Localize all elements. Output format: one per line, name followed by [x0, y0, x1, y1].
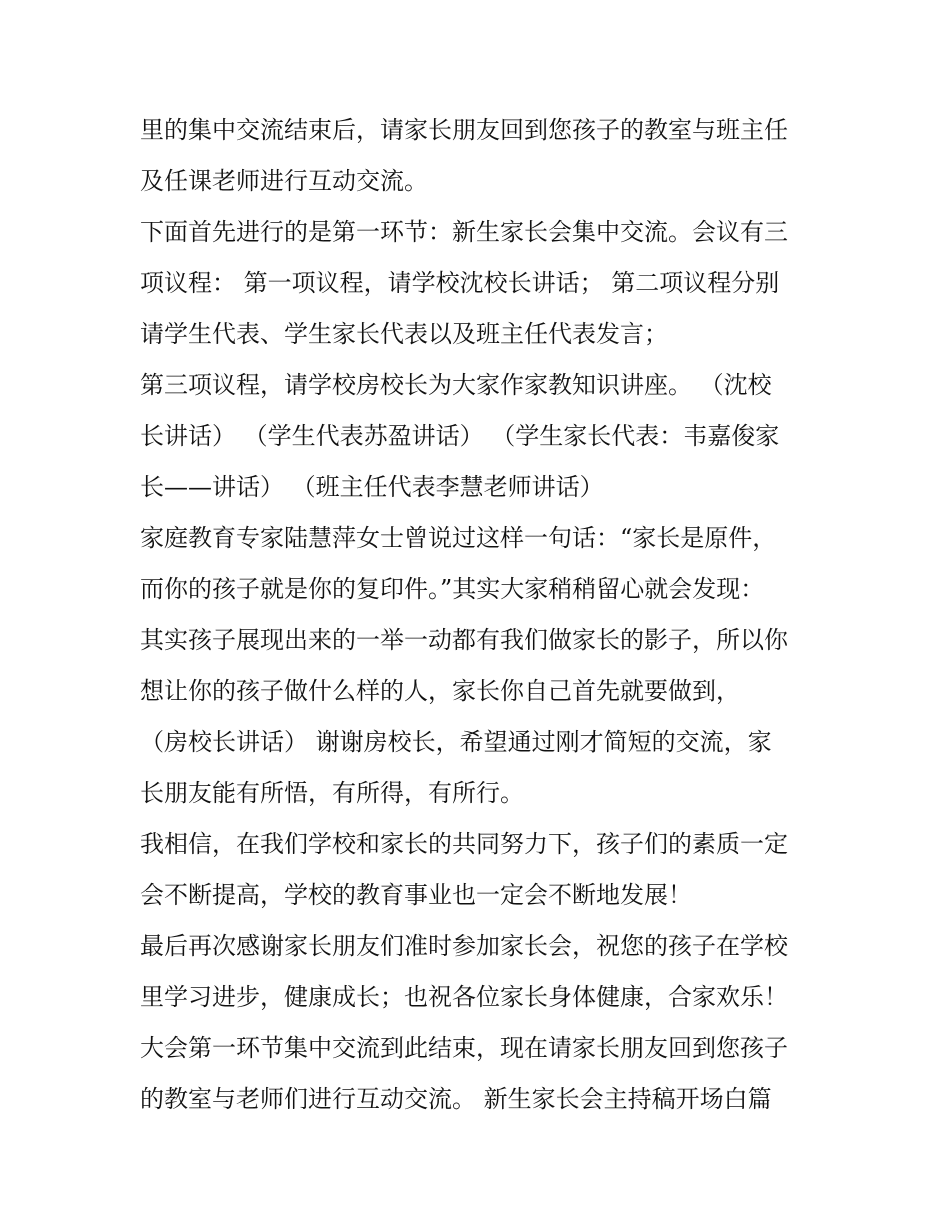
text-line: 第三项议程，请学校房校长为大家作家教知识讲座。 （沈校: [140, 371, 772, 399]
text-line: 长朋友能有所悟，有所得，有所行。: [140, 779, 524, 807]
text-line: 及任课老师进行互动交流。: [140, 167, 428, 195]
text-line: （房校长讲话） 谢谢房校长，希望通过刚才简短的交流，家: [140, 728, 772, 756]
text-line: 会不断提高，学校的教育事业也一定会不断地发展！: [140, 881, 692, 909]
text-line: 家庭教育专家陆慧萍女士曾说过这样一句话：“家长是原件，: [140, 524, 777, 552]
text-line: 想让你的孩子做什么样的人，家长你自己首先就要做到，: [140, 677, 740, 705]
text-line: 的教室与老师们进行互动交流。 新生家长会主持稿开场白篇: [140, 1085, 772, 1113]
text-line: 长讲话） （学生代表苏盈讲话） （学生家长代表：韦嘉俊家: [140, 422, 780, 450]
text-line: 长——讲话） （班主任代表李慧老师讲话）: [140, 473, 604, 501]
text-line: 我相信，在我们学校和家长的共同努力下，孩子们的素质一定: [140, 830, 788, 858]
document-body: [140, 105, 820, 1125]
text-line: 里学习进步，健康成长；也祝各位家长身体健康，合家欢乐！: [140, 983, 788, 1011]
text-line: 里的集中交流结束后，请家长朋友回到您孩子的教室与班主任: [140, 116, 788, 144]
text-line: 请学生代表、学生家长代表以及班主任代表发言；: [140, 320, 668, 348]
text-line: 而你的孩子就是你的复印件。”其实大家稍稍留心就会发现：: [140, 575, 765, 603]
text-line: 项议程： 第一项议程，请学校沈校长讲话； 第二项议程分别: [140, 269, 780, 297]
text-line: 其实孩子展现出来的一举一动都有我们做家长的影子，所以你: [140, 626, 788, 654]
text-line: 大会第一环节集中交流到此结束，现在请家长朋友回到您孩子: [140, 1034, 788, 1062]
text-line: 下面首先进行的是第一环节：新生家长会集中交流。会议有三: [140, 218, 788, 246]
text-line: 最后再次感谢家长朋友们准时参加家长会，祝您的孩子在学校: [140, 932, 788, 960]
